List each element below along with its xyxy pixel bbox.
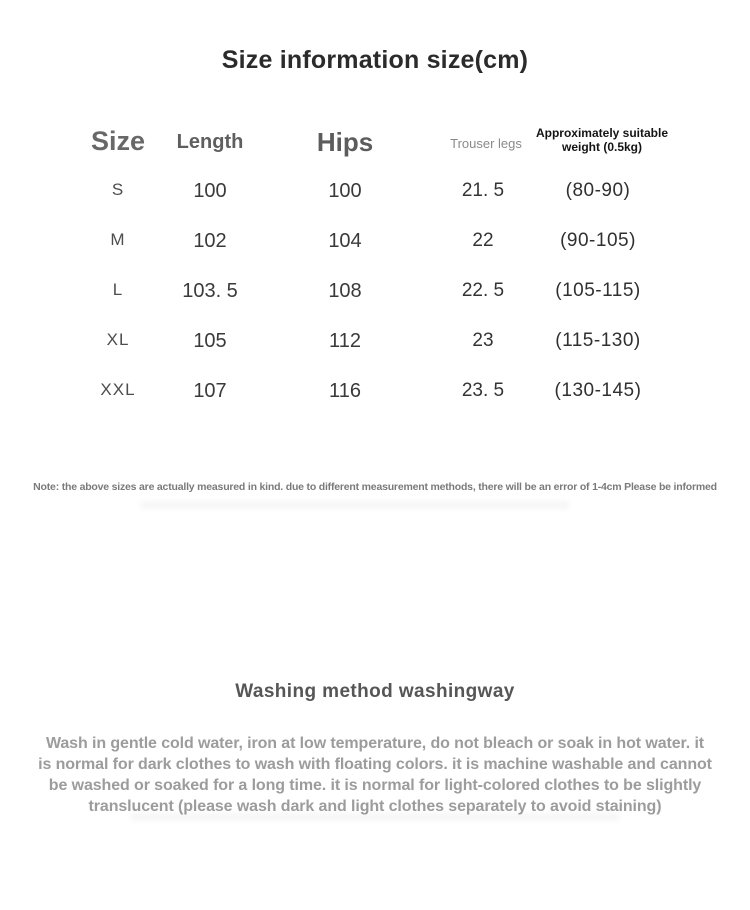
table-row <box>0 180 750 212</box>
weight-cell: (115-130) <box>555 330 641 351</box>
washing-instructions-line: Wash in gentle cold water, iron at low temperature, do not bleach or soak in hot water. it <box>45 735 705 752</box>
hips-cell: 100 <box>328 180 362 202</box>
washing-instructions-line: translucent (please wash dark and light clothes separately to avoid staining) <box>88 798 662 815</box>
trouser-legs-cell: 22. 5 <box>461 280 505 301</box>
trouser-legs-cell: 23 <box>472 330 494 351</box>
table-row <box>0 230 750 262</box>
washing-method-title: Washing method washingway <box>235 681 515 702</box>
trouser-legs-cell: 21. 5 <box>461 180 505 201</box>
hips-cell: 108 <box>328 280 362 302</box>
length-cell: 105 <box>193 330 227 352</box>
column-header-weight <box>536 126 668 154</box>
column-header-size: Size <box>90 126 146 156</box>
measurement-note: Note: the above sizes are actually measured in kind. due to different measurement methods, there will be an error of 1-4cm Please be informed <box>33 481 717 493</box>
table-row <box>0 380 750 412</box>
length-cell: 103. 5 <box>182 280 238 302</box>
faded-text-artifact <box>140 501 570 509</box>
washing-instructions <box>0 733 750 817</box>
table-row <box>0 330 750 362</box>
weight-cell: (105-115) <box>555 280 641 301</box>
column-header-length: Length <box>176 131 244 153</box>
column-header-trouser-legs: Trouser legs <box>450 136 522 151</box>
faded-text-artifact <box>130 813 620 821</box>
size-cell: M <box>110 230 126 249</box>
length-cell: 100 <box>193 180 227 202</box>
page-title: Size information size(cm) <box>221 46 529 74</box>
size-cell: L <box>112 280 124 299</box>
weight-cell: (80-90) <box>565 180 631 201</box>
length-cell: 102 <box>193 230 227 252</box>
size-cell: S <box>111 180 125 199</box>
column-header-weight-line1: Approximately suitable <box>535 126 669 140</box>
size-cell: XL <box>106 330 130 349</box>
hips-cell: 104 <box>328 230 362 252</box>
length-cell: 107 <box>193 380 227 402</box>
table-row <box>0 280 750 312</box>
trouser-legs-cell: 22 <box>472 230 494 251</box>
washing-instructions-line: is normal for dark clothes to wash with floating colors. it is machine washable and cannot <box>38 756 712 773</box>
weight-cell: (90-105) <box>560 230 636 251</box>
weight-cell: (130-145) <box>554 380 642 401</box>
column-header-weight-line2: weight (0.5kg) <box>561 140 643 154</box>
trouser-legs-cell: 23. 5 <box>461 380 505 401</box>
column-header-hips: Hips <box>316 127 374 157</box>
hips-cell: 116 <box>329 380 361 402</box>
size-cell: XXL <box>100 380 136 399</box>
hips-cell: 112 <box>329 330 361 352</box>
washing-instructions-line: be washed or soaked for a long time. it is normal for light-colored clothes to be slightly <box>48 777 702 794</box>
